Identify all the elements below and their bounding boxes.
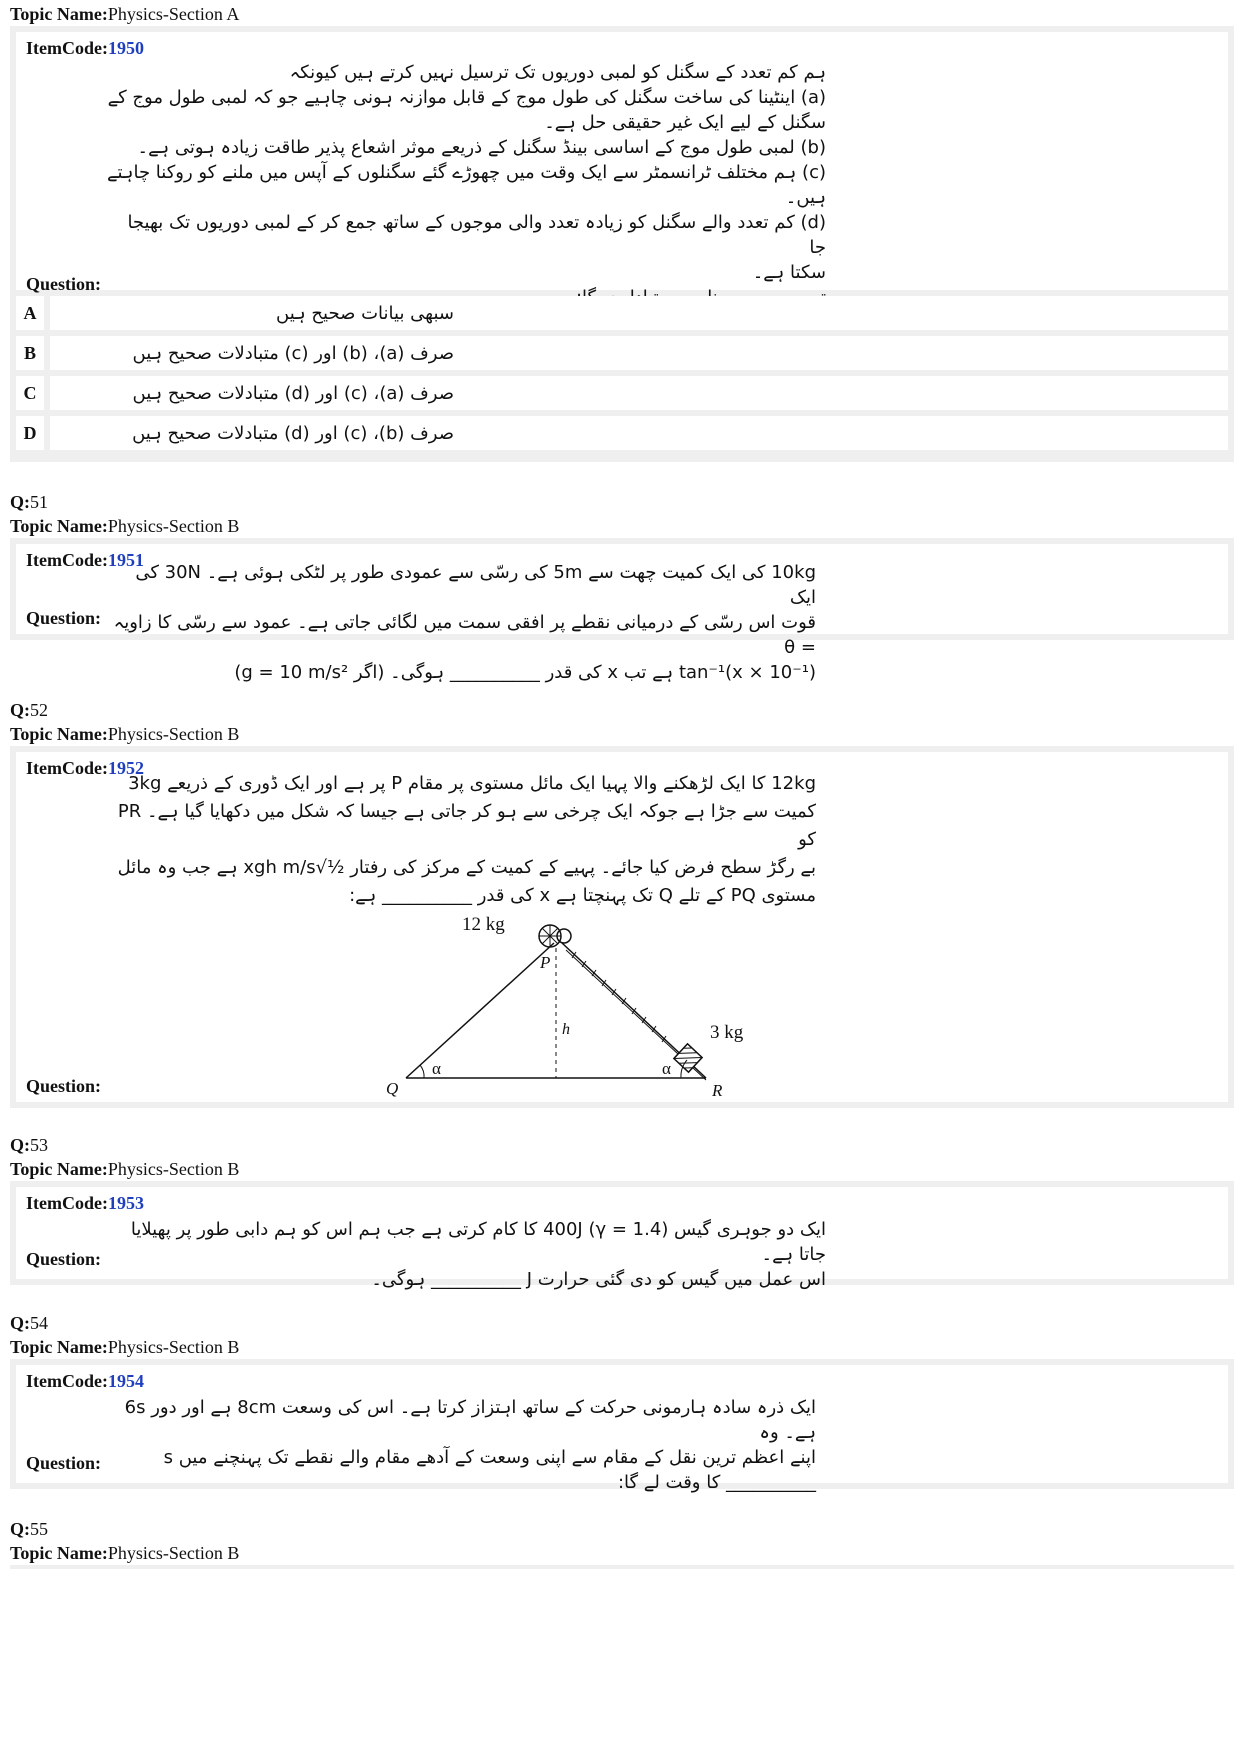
question-box (10, 1359, 1234, 1493)
point-q-label: Q (386, 1079, 399, 1098)
question-stem (16, 32, 1228, 294)
question-label: Question: (26, 1453, 102, 1473)
question-text: 10kg کی ایک کمیت چھت سے 5m کی رسّی سے عمودی طور پر لٹکی ہوئی ہے۔ 30N کی ایک قوت اس رسّی کے درمیانی نقطے پر افقی سمت میں لگائی جاتی ہے۔ عمود سے رسّی کا زاویہ = θ tan⁻¹(x × 10⁻¹) ہے تب x کی قدر __________ ہوگی۔ (اگر g = 10 m/s²) (113, 562, 816, 683)
item-code: ItemCode:1953 (26, 1193, 144, 1213)
question-label: Question: (26, 1076, 102, 1096)
question-box (10, 746, 1234, 1108)
topic-line: Topic Name:Physics-Section A (10, 4, 240, 24)
mass-top-label: 12 kg (462, 914, 505, 935)
option-d[interactable]: D صرف (b)، (c) اور (d) متبادلات صحیح ہیں (16, 416, 1228, 450)
incline-pq (406, 943, 554, 1078)
question-text: ہم کم تعدد کے سگنل کو لمبی دوریوں تک ترسیل نہیں کرتے ہیں کیونکہ (a) اینٹینا کی ساخت سگنل کی طول موج کے قابل موازنہ ہونی چاہیے جو کہ لمبی طول موج کے سگنل کے لیے ایک غیر حقیقی حل ہے۔ (b) لمبی طول موج کے اساسی بینڈ سگنل کے ذریعے موثر اشعاع پذیر طاقت زیادہ ہوتی ہے۔ (c) ہم مختلف ٹرانسمٹر سے ایک وقت میں چھوڑے گئے سگنلوں کے آپس میں ملنے کو روکنا چاہتے ہیں۔ (d) کم تعدد والے سگنل کو زیادہ تعدد والی موجوں کے ساتھ جمع کر کے لمبی دوریوں تک بھیجا جا سکتا ہے۔ (106, 62, 826, 283)
question-51 (10, 490, 1234, 683)
item-code: ItemCode:1950 (26, 38, 144, 58)
item-code: ItemCode:1952 (26, 758, 144, 778)
question-number: Q:54 (10, 1313, 48, 1333)
question-box-edge (10, 1565, 1234, 1569)
item-code: ItemCode:1954 (26, 1371, 144, 1391)
topic-line: Topic Name:Physics-Section B (10, 1543, 240, 1563)
height-label: h (562, 1021, 570, 1038)
angle-right-label: α (662, 1059, 671, 1078)
question-stem (16, 752, 1228, 1102)
question-number: Q:52 (10, 700, 48, 720)
question-text: 12kg کا ایک لڑھکنے والا پہیا ایک مائل مستوی پر مقام P پر ہے اور ایک ڈوری کے ذریعے 3kg کمیت سے جڑا ہے جوکہ ایک چرخی سے ہو کر جاتی ہے جیسا کہ شکل میں دکھایا گیا ہے۔ PR کو بے رگڑ سطح فرض کیا جائے۔ پہیے کے کمیت کے مرکز کی رفتار ½√xgh m/s ہے جب وہ مائل مستوی PQ کے تلے Q تک پہنچتا ہے x کی قدر __________ ہے: (117, 773, 816, 906)
question-label: Question: (26, 1249, 102, 1269)
point-r-label: R (712, 1081, 723, 1100)
question-stem (16, 1365, 1228, 1493)
question-52 (10, 698, 1234, 1108)
option-b[interactable]: B صرف (a)، (b) اور (c) متبادلات صحیح ہیں (16, 336, 1228, 370)
topic-line: Topic Name:Physics-Section B (10, 1159, 240, 1179)
question-box (10, 1181, 1234, 1290)
incline-figure (376, 908, 836, 1102)
question-stem (16, 544, 1228, 683)
item-code: ItemCode:1951 (26, 550, 144, 570)
question-number: Q:51 (10, 492, 48, 512)
question-text: ایک ذرہ سادہ ہارمونی حرکت کے ساتھ اہتزاز کرتا ہے۔ اس کی وسعت 8cm ہے اور دور 6s ہے۔ وہ اپنے اعظم ترین نقل کے مقام سے اپنی وسعت کے آدھے مقام والے نقطے تک پہنچنے میں s __________ کا وقت لے گا: (124, 1397, 816, 1493)
angle-left-label: α (432, 1059, 441, 1078)
mass-side-label: 3 kg (710, 1022, 744, 1043)
topic-line: Topic Name:Physics-Section B (10, 724, 240, 744)
question-box (10, 538, 1234, 683)
question-54 (10, 1311, 1234, 1493)
question-55 (10, 1517, 1234, 1569)
question-53 (10, 1133, 1234, 1290)
question-stem (16, 1187, 1228, 1290)
topic-line: Topic Name:Physics-Section B (10, 516, 240, 536)
option-a[interactable]: A سبھی بیانات صحیح ہیں (16, 296, 1228, 330)
question-label: Question: (26, 274, 102, 294)
question-label: Question: (26, 608, 102, 628)
question-box (10, 26, 1234, 462)
point-p-label: P (540, 953, 551, 972)
question-50 (10, 2, 1234, 462)
option-c[interactable]: C صرف (a)، (c) اور (d) متبادلات صحیح ہیں (16, 376, 1228, 410)
question-number: Q:55 (10, 1519, 48, 1539)
question-text: ایک دو جوہری گیس (γ = 1.4) 400J کا کام کرتی ہے جب ہم اس کو ہم دابی طور پر پھیلایا جاتا ہے۔ اس عمل میں گیس کو دی گئی حرارت J __________ ہوگی۔ (130, 1219, 826, 1290)
block-3kg (674, 1044, 702, 1072)
topic-line: Topic Name:Physics-Section B (10, 1337, 240, 1357)
question-number: Q:53 (10, 1135, 48, 1155)
